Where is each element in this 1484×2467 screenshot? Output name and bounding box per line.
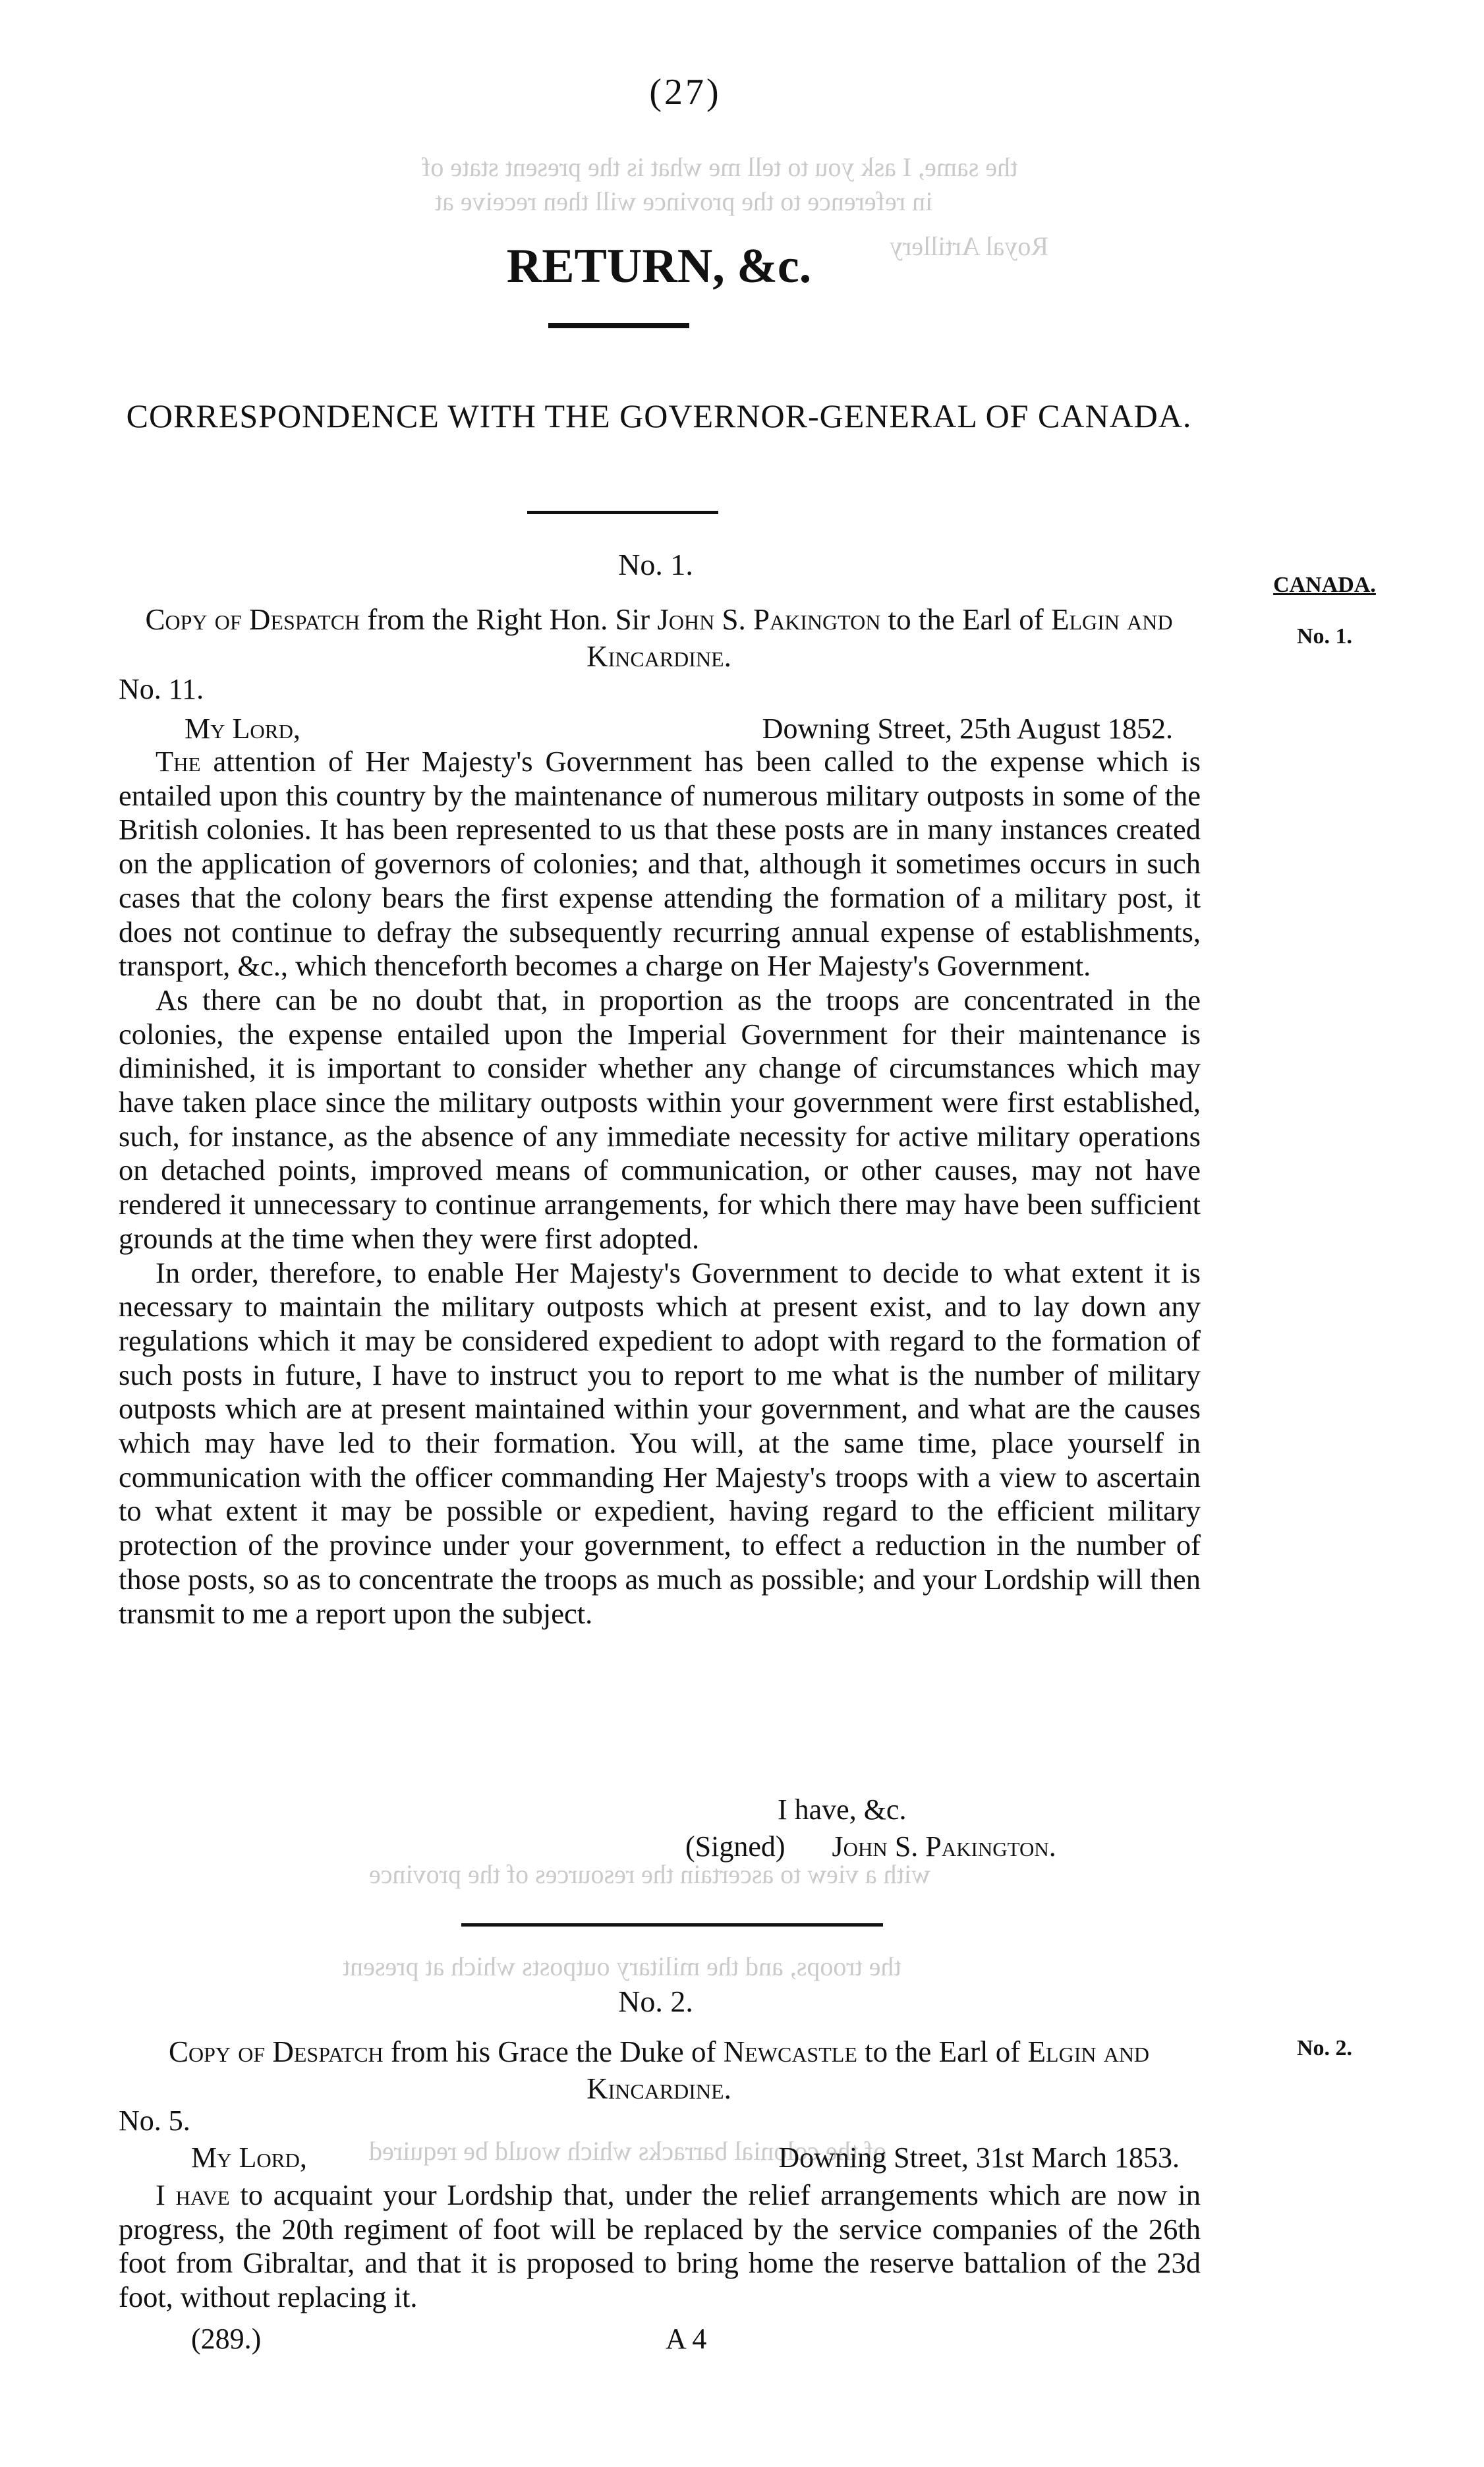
despatch-2-heading-name: Newcastle xyxy=(723,2035,857,2068)
despatch-2-paragraph-1 xyxy=(119,2178,1201,2315)
despatch-1-paragraph-1 xyxy=(119,745,1201,983)
despatch-2-lead-word: I have xyxy=(156,2178,230,2211)
despatch-1-signer: John S. Pakington. xyxy=(832,1830,1056,1863)
despatch-2-paragraph-1-text: to acquaint your Lordship that, under the relief arrangements which are now in progress, the 20th regiment of foot will be replaced by the service companies of the 26th foot from Gibraltar, and that it is proposed to bring home the reserve battalion of the 23d foot, without replacing it. xyxy=(119,2178,1201,2314)
document-title: RETURN, &c. xyxy=(506,239,812,293)
margin-note-canada xyxy=(1239,567,1410,655)
despatch-1-paragraph-3: In order, therefore, to enable Her Majesty's Government to decide to what extent it is necessary to maintain the military outposts which at present exist, and to lay down any regulations which it may be considered expedient to adopt with regard to the formation of such posts in future, I have to instruct you to report to me what is the number of military outposts which are at present maintained within your government, and what are the causes which may have led to their formation. You will, at the same time, place yourself in communication with the officer commanding Her Majesty's troops with a view to ascertain to what extent it may be possible or expedient, having regard to the efficient military protection of the province under your government, to effect a reduction in the number of those posts, so as to concentrate the troops as much as possible; and your Lordship will then transmit to me a report upon the subject. xyxy=(119,1256,1201,1630)
title-rule xyxy=(548,323,689,328)
despatch-1-heading-name: John S. Pakington xyxy=(657,603,881,636)
show-through-text: of the colonial barracks which would be required xyxy=(369,2136,887,2166)
despatch-1-heading-lead: Copy of Despatch xyxy=(145,603,360,636)
show-through-text: the troops, and the military outposts which at present xyxy=(343,1952,901,1981)
show-through-text: Royal Artillery xyxy=(890,231,1049,261)
despatch-1-date: Downing Street, 25th August 1852. xyxy=(762,712,1173,745)
signed-label: (Signed) xyxy=(685,1830,785,1863)
despatch-1-heading xyxy=(119,601,1199,675)
margin-no-1: No. 1. xyxy=(1296,624,1353,649)
section-divider xyxy=(461,1923,883,1927)
despatch-1-recipient: Elgin and Kincardine. xyxy=(586,603,1173,673)
despatch-1-paragraph-1-text: attention of Her Majesty's Government has been called to the expense which is entailed upon this country by the maintenance of numerous military outposts in some of the British colonies. It has been represented to us that these posts are in many instances created on the application of governors of colonies; and that, although it sometimes occurs in such cases that the colony bears the first expense attending the formation of a military post, it does not continue to defray the subsequently recurring annual expense of establishments, transport, &c., which thenceforth becomes a charge on Her Majesty's Government. xyxy=(119,745,1201,983)
despatch-2-heading-text: from his Grace the Duke of xyxy=(390,2035,716,2068)
despatch-2-heading xyxy=(119,2033,1199,2107)
despatch-2-greeting: My Lord, xyxy=(191,2141,307,2174)
document-subtitle: CORRESPONDENCE WITH THE GOVERNOR-GENERAL OF CANADA. xyxy=(126,397,1192,434)
subtitle-rule xyxy=(527,511,718,514)
despatch-2-body xyxy=(119,2178,1201,2315)
despatch-1-signature xyxy=(685,1830,1056,1863)
margin-country: CANADA. xyxy=(1273,573,1376,597)
despatch-2-reference: No. 5. xyxy=(119,2104,190,2137)
despatch-1-heading-to: to the Earl of xyxy=(888,603,1044,636)
despatch-1-label: No. 1. xyxy=(618,548,693,581)
show-through-text: with a view to ascertain the resources of the province xyxy=(369,1859,930,1889)
despatch-1-closing: I have, &c. xyxy=(778,1793,907,1826)
despatch-1-lead-word: The xyxy=(156,745,201,778)
print-number: (289.) xyxy=(191,2323,262,2355)
page-number: (27) xyxy=(649,72,722,113)
signature-mark: A 4 xyxy=(666,2323,707,2355)
despatch-2-label: No. 2. xyxy=(618,1985,693,2018)
despatch-1-greeting: My Lord, xyxy=(185,712,300,745)
despatch-1-heading-text: from the Right Hon. Sir xyxy=(367,603,650,636)
show-through-text: the same, I ask you to tell me what is the present state of xyxy=(422,152,1018,182)
despatch-2-heading-to: to the Earl of xyxy=(865,2035,1021,2068)
despatch-1-body xyxy=(119,745,1201,1631)
show-through-text: in reference to the province will then receive at xyxy=(435,187,933,216)
despatch-2-date: Downing Street, 31st March 1853. xyxy=(778,2141,1180,2174)
despatch-2-recipient: Elgin and Kincardine. xyxy=(586,2035,1150,2105)
margin-note-no-2: No. 2. xyxy=(1296,2036,1353,2060)
despatch-1-reference: No. 11. xyxy=(119,673,204,705)
despatch-1-paragraph-2: As there can be no doubt that, in proportion as the troops are concentrated in the colonies, the expense entailed upon the Imperial Government for their maintenance is diminished, it is important to consider whether any change of circumstances which may have taken place since the military outposts within your government were first established, such, for instance, as the absence of any immediate necessity for active military operations on detached points, improved means of communication, or other causes, may not have rendered it unnecessary to continue arrangements, for which there may have been sufficient grounds at the time when they were first adopted. xyxy=(119,983,1201,1255)
despatch-2-heading-lead: Copy of Despatch xyxy=(168,2035,384,2068)
